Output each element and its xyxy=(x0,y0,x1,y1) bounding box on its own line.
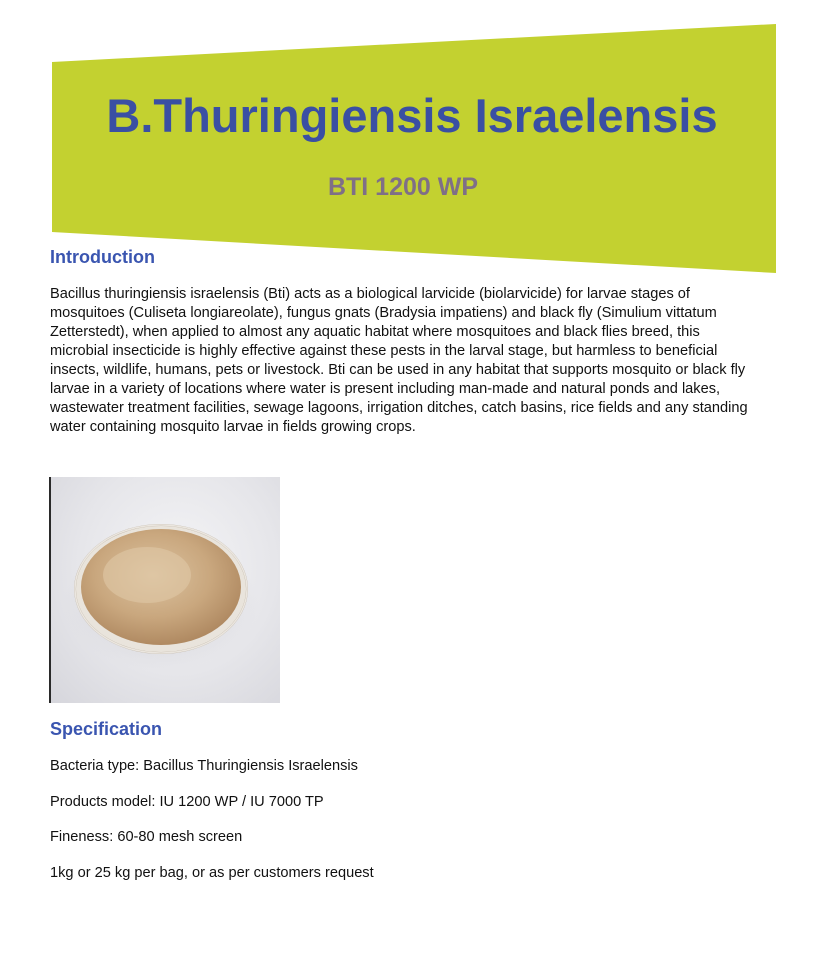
powder-petri-dish-image xyxy=(49,477,280,703)
introduction-heading: Introduction xyxy=(50,247,155,267)
introduction-paragraph: Bacillus thuringiensis israelensis (Bti) acts as a biological larvicide (biolarvicide) for larvae stages of mosquitoes (Culiseta longiareolate), fungus gnats (Bradysia impatiens) and black fly (Simulium vittatum Zetterstedt), when applied to almost any aquatic habitat where mosquitoes and black flies breed, this microbial insecticide is highly effective against these pests in the larval stage, but harmless to beneficial insects, wildlife, humans, pets or livestock. Bti can be used in any habitat that supports mosquito or black fly larvae in a variety of locations where water is present including man-made and natural ponds and lakes, wastewater treatment facilities, sewage lagoons, irrigation ditches, catch basins, rice fields and any standing water containing mosquito larvae in fields growing crops. xyxy=(50,286,748,435)
spec-fineness: Fineness: 60-80 mesh screen xyxy=(50,829,243,845)
spec-bacteria-type: Bacteria type: Bacillus Thuringiensis Israelensis xyxy=(50,758,358,774)
specification-heading: Specification xyxy=(50,719,163,739)
product-code-text: BTI 1200 WP xyxy=(327,173,479,201)
product-code-subtitle xyxy=(0,173,824,202)
spec-packaging: 1kg or 25 kg per bag, or as per customers request xyxy=(50,865,374,881)
document-title: B.Thuringiensis Israelensis xyxy=(106,89,718,142)
spec-products-model: Products model: IU 1200 WP / IU 7000 TP xyxy=(50,794,324,810)
